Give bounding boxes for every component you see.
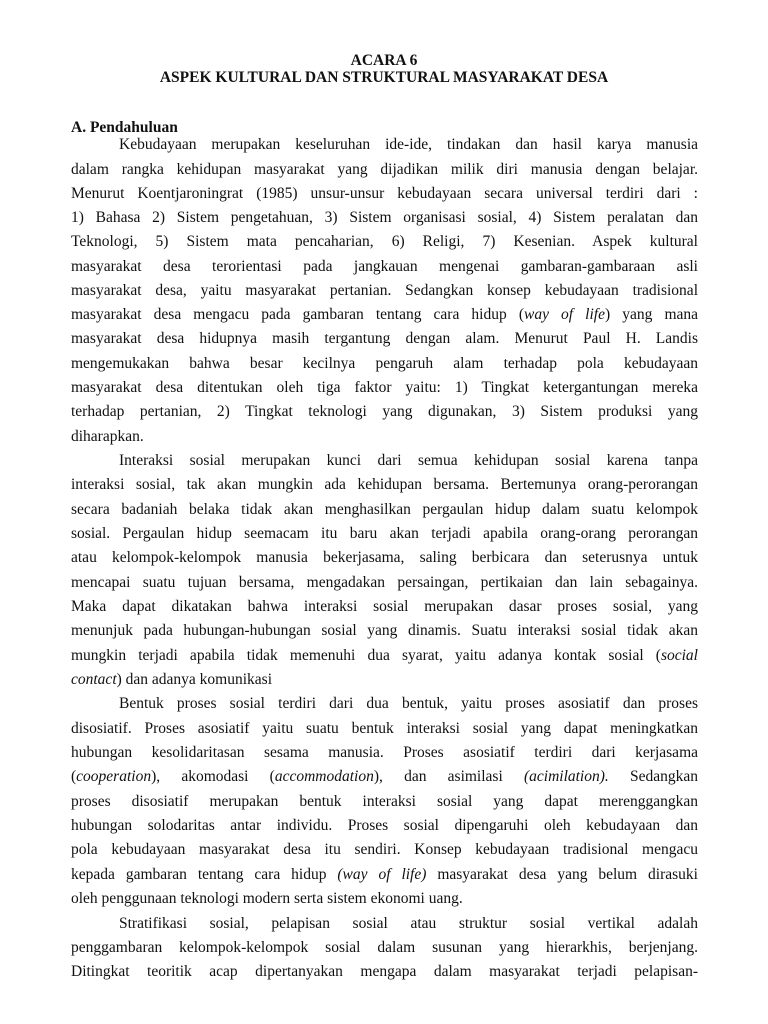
paragraph-1-line: diharapkan. — [71, 428, 144, 445]
paragraph-1-line: masyarakat desa, yaitu masyarakat pertanian. Sedangkan konsep kebudayaan tradisional — [71, 282, 698, 299]
document-title-main: ASPEK KULTURAL DAN STRUKTURAL MASYARAKAT DESA — [159, 69, 609, 86]
paragraph-1-line: masyarakat desa mengacu pada gambaran tentang cara hidup (way of life) yang mana — [71, 306, 699, 323]
paragraph-2-line: sosial. Pergaulan hidup seemacam itu baru akan terjadi apabila orang-orang perorangan — [71, 525, 698, 542]
paragraph-3-line: hubungan kesolidaritasan sesama manusia. Proses asosiatif terdiri dari kerjasama — [71, 744, 698, 761]
paragraph-1-line: dalam rangka kehidupan masyarakat yang dijadikan milik diri manusia dengan belajar. — [71, 161, 698, 178]
paragraph-3-line: oleh penggunaan teknologi modern serta sistem ekonomi uang. — [71, 890, 463, 907]
paragraph-3-line: disosiatif. Proses asosiatif yaitu suatu bentuk interaksi sosial yang dapat meningkatkan — [71, 720, 698, 737]
paragraph-1-line: masyarakat desa hidupnya masih tergantung dengan alam. Menurut Paul H. Landis — [71, 330, 698, 347]
paragraph-1-line: masyarakat desa terorientasi pada jangkauan mengenai gambaran-gambaraan asli — [71, 258, 698, 275]
paragraph-1-line: masyarakat desa ditentukan oleh tiga faktor yaitu: 1) Tingkat ketergantungan mereka — [71, 379, 698, 396]
paragraph-2-line: mungkin terjadi apabila tidak memenuhi dua syarat, yaitu adanya kontak sosial (social — [71, 647, 698, 664]
paragraph-2-line: mencapai suatu tujuan bersama, mengadakan persaingan, pertikaian dan lain sebagainya. — [71, 574, 698, 591]
italic-term: contact — [71, 671, 117, 688]
paragraph-2-line: contact) dan adanya komunikasi — [71, 671, 273, 688]
paragraph-1-line: Teknologi, 5) Sistem mata pencaharian, 6) Religi, 7) Kesenian. Aspek kultural — [71, 233, 698, 250]
paragraph-2-line: atau kelompok-kelompok manusia bekerjasama, saling berbicara dan seterusnya untuk — [71, 549, 698, 566]
paragraph-4-line: Stratifikasi sosial, pelapisan sosial atau struktur sosial vertikal adalah — [119, 915, 698, 932]
paragraph-2-line: interaksi sosial, tak akan mungkin ada kehidupan bersama. Bertemunya orang-perorangan — [71, 476, 698, 493]
paragraph-3-line: Bentuk proses sosial terdiri dari dua bentuk, yaitu proses asosiatif dan proses — [119, 695, 698, 712]
italic-term: cooperation — [76, 768, 152, 785]
paragraph-2-line: menunjuk pada hubungan-hubungan sosial yang dinamis. Suatu interaksi sosial tidak akan — [71, 622, 698, 639]
paragraph-1-line: Kebudayaan merupakan keseluruhan ide-ide, tindakan dan hasil karya manusia — [119, 136, 698, 153]
document-title-acara: ACARA 6 — [350, 52, 418, 69]
paragraph-3-line: proses disosiatif merupakan bentuk interaksi sosial yang dapat merenggangkan — [71, 793, 698, 810]
italic-term: (acimilation). — [523, 768, 609, 785]
italic-term: accommodation — [274, 768, 374, 785]
section-heading: A. Pendahuluan — [71, 119, 178, 136]
paragraph-3-line: hubungan solodaritas antar individu. Proses sosial dipengaruhi oleh kebudayaan dan — [71, 817, 698, 834]
paragraph-1-line: 1) Bahasa 2) Sistem pengetahuan, 3) Sistem organisasi sosial, 4) Sistem peralatan dan — [71, 209, 698, 226]
italic-term: social — [660, 647, 698, 664]
paragraph-1-line: terhadap pertanian, 2) Tingkat teknologi yang digunakan, 3) Sistem produksi yang — [71, 403, 698, 420]
paragraph-1-line: mengemukakan bahwa besar kecilnya pengaruh alam terhadap pola kebudayaan — [71, 355, 698, 372]
paragraph-2-line: secara badaniah belaka tidak akan menghasilkan pergaulan hidup dalam suatu kelompok — [71, 501, 698, 518]
paragraph-3-line: (cooperation), akomodasi (accommodation), dan asimilasi (acimilation). Sedangkan — [71, 768, 698, 785]
paragraph-3-line: kepada gambaran tentang cara hidup (way of life) masyarakat desa yang belum dirasuki — [71, 866, 698, 883]
paragraph-3-line: pola kebudayaan masyarakat desa itu sendiri. Konsep kebudayaan tradisional mengacu — [71, 841, 698, 858]
paragraph-1-line: Menurut Koentjaroningrat (1985) unsur-unsur kebudayaan secara universal terdiri dari : — [71, 185, 698, 202]
paragraph-2-line: Interaksi sosial merupakan kunci dari semua kehidupan sosial karena tanpa — [119, 452, 698, 469]
paragraph-4-line: Ditingkat teoritik acap dipertanyakan mengapa dalam masyarakat terjadi pelapisan- — [71, 963, 698, 980]
italic-term: way of life — [523, 306, 605, 323]
paragraph-4-line: penggambaran kelompok-kelompok sosial dalam susunan yang hierarkhis, berjenjang. — [71, 939, 698, 956]
italic-term: (way of life) — [337, 866, 427, 883]
paragraph-2-line: Maka dapat dikatakan bahwa interaksi sosial merupakan dasar proses sosial, yang — [71, 598, 698, 615]
